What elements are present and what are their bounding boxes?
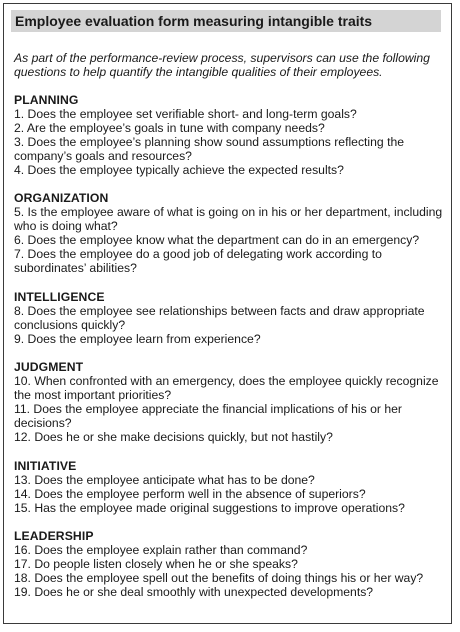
section-initiative [14,459,446,515]
question-item: 2. Are the employee’s goals in tune with company needs? [14,121,325,135]
question-item: 16. Does the employee explain rather than command? [14,542,308,557]
section-planning [14,93,446,177]
section-judgment [14,360,446,444]
question-item: 3. Does the employee’s planning show sound assumptions reflecting the company’s goals and resources? [14,135,405,163]
question-item: 5. Is the employee aware of what is going on in his or her department, including who is doing what? [14,205,443,234]
question-item: 1. Does the employee set verifiable short- and long-term goals? [14,107,357,121]
question-item: 6. Does the employee know what the department can do in an emergency? [14,233,420,248]
intro-text: As part of the performance-review process, supervisors can use the following questions to help quantify the intangible qualities of their employees. [14,51,430,79]
question-item: 15. Has the employee made original suggestions to improve operations? [14,500,405,515]
question-item: 11. Does the employee appreciate the financial implications of his or her decisions? [14,402,402,431]
section-heading: INITIATIVE [14,458,77,473]
title-bar [11,10,441,32]
question-item: 8. Does the employee see relationships between facts and draw appropriate conclusions quickly? [14,303,425,332]
question-item: 9. Does the employee learn from experience? [14,331,261,346]
question-item: 13. Does the employee anticipate what has to be done? [14,472,315,487]
question-item: 12. Does he or she make decisions quickly, but not hastily? [14,430,333,445]
section-heading: PLANNING [14,93,79,107]
question-item: 19. Does he or she deal smoothly with unexpected developments? [14,584,374,599]
sections-container [14,93,446,613]
section-heading: ORGANIZATION [14,191,109,206]
section-heading: JUDGMENT [14,360,84,375]
question-item: 14. Does the employee perform well in the absence of superiors? [14,486,366,501]
section-heading: LEADERSHIP [14,528,94,543]
section-intelligence [14,290,446,346]
question-item: 4. Does the employee typically achieve the expected results? [14,163,344,177]
section-leadership [14,529,446,599]
question-item: 17. Do people listen closely when he or she speaks? [14,556,298,571]
form-title: Employee evaluation form measuring intangible traits [15,13,373,29]
section-heading: INTELLIGENCE [14,289,105,304]
section-organization [14,191,446,275]
question-item: 18. Does the employee spell out the benefits of doing things his or her way? [14,570,424,585]
question-item: 10. When confronted with an emergency, does the employee quickly recognize the most important priorities? [14,374,439,403]
question-item: 7. Does the employee do a good job of delegating work according to subordinates’ abilities? [14,247,382,276]
